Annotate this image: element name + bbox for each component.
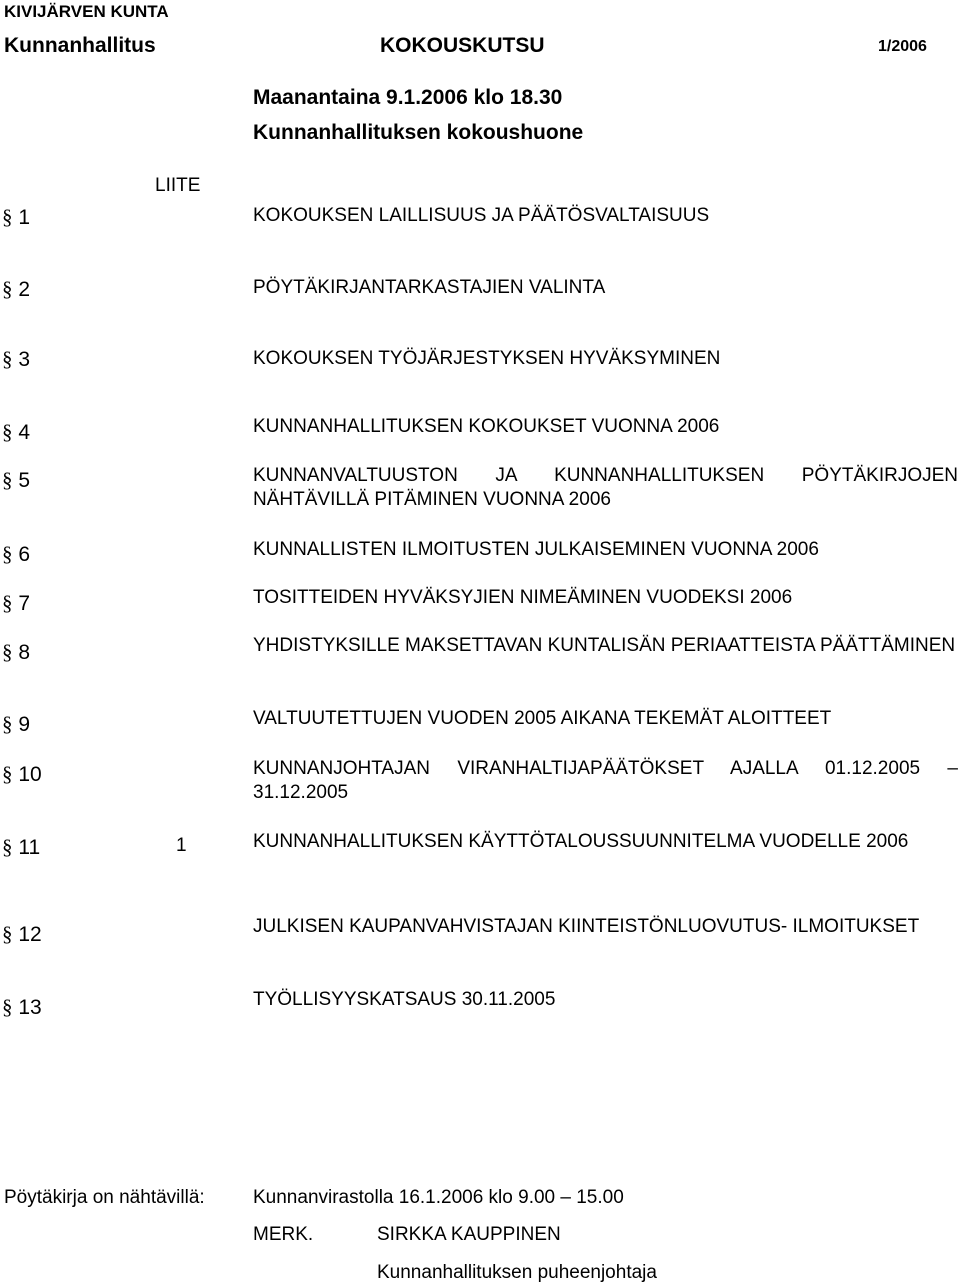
section-symbol: §: [2, 468, 13, 492]
item-title: KOKOUKSEN TYÖJÄRJESTYKSEN HYVÄKSYMINEN: [253, 348, 721, 369]
meeting-place: Kunnanhallituksen kokoushuone: [253, 121, 584, 144]
section-symbol: §: [2, 835, 13, 859]
section-number: [2, 277, 46, 302]
item-title: KUNNANHALLITUKSEN KÄYTTÖTALOUSSUUNNITELMA VUODELLE 2006: [253, 831, 909, 852]
item-number: 12: [18, 923, 42, 946]
item-title: JULKISEN KAUPANVAHVISTAJAN KIINTEISTÖNLUOVUTUS- ILMOITUKSET: [253, 916, 920, 937]
section-symbol: §: [2, 347, 13, 371]
section-symbol: §: [2, 762, 13, 786]
section-symbol: §: [2, 712, 13, 736]
section-number: [2, 468, 46, 493]
item-number: 10: [18, 763, 42, 786]
item-title: VALTUUTETTUJEN VUODEN 2005 AIKANA TEKEMÄT ALOITTEET: [253, 708, 832, 729]
signer-name: SIRKKA KAUPPINEN: [377, 1224, 561, 1245]
section-number: [2, 835, 46, 860]
section-number: [2, 640, 46, 665]
signer-title: Kunnanhallituksen puheenjohtaja: [377, 1262, 657, 1283]
meeting-datetime: Maanantaina 9.1.2006 klo 18.30: [253, 86, 563, 109]
minutes-availability-place: Kunnanvirastolla 16.1.2006 klo 9.00 – 15.00: [253, 1187, 624, 1208]
section-symbol: §: [2, 922, 13, 946]
section-number: [2, 922, 46, 947]
section-symbol: §: [2, 420, 13, 444]
board-name: Kunnanhallitus: [4, 34, 156, 57]
item-title: KOKOUKSEN LAILLISUUS JA PÄÄTÖSVALTAISUUS: [253, 205, 710, 226]
item-number: 13: [18, 996, 42, 1019]
section-number: [2, 347, 46, 372]
item-number: 9: [18, 713, 31, 736]
item-title: KUNNALLISTEN ILMOITUSTEN JULKAISEMINEN VUONNA 2006: [253, 539, 819, 560]
document-type: KOKOUSKUTSU: [380, 34, 545, 57]
item-title: TYÖLLISYYSKATSAUS 30.11.2005: [253, 989, 556, 1010]
item-title: TOSITTEIDEN HYVÄKSYJIEN NIMEÄMINEN VUODEKSI 2006: [253, 587, 793, 608]
item-number: 7: [18, 592, 31, 615]
section-symbol: §: [2, 640, 13, 664]
attachment-number: 1: [176, 835, 187, 856]
section-symbol: §: [2, 995, 13, 1019]
document-number: 1/2006: [878, 38, 927, 55]
section-symbol: §: [2, 591, 13, 615]
minutes-availability-label: Pöytäkirja on nähtävillä:: [4, 1187, 205, 1208]
item-number: 11: [18, 836, 41, 859]
item-title: KUNNANHALLITUKSEN KOKOUKSET VUONNA 2006: [253, 416, 720, 437]
item-number: 6: [18, 543, 31, 566]
section-symbol: §: [2, 542, 13, 566]
organization-name: KIVIJÄRVEN KUNTA: [4, 2, 169, 21]
item-number: 5: [18, 469, 31, 492]
section-number: [2, 542, 46, 567]
item-title: KUNNANVALTUUSTON JA KUNNANHALLITUKSEN PÖYTÄKIRJOJEN NÄHTÄVILLÄ PITÄMINEN VUONNA 2006: [253, 465, 958, 510]
item-title: KUNNANJOHTAJAN VIRANHALTIJAPÄÄTÖKSET AJALLA 01.12.2005 – 31.12.2005: [253, 758, 958, 803]
section-number: [2, 762, 46, 787]
attachment-column-header: LIITE: [155, 175, 201, 196]
section-symbol: §: [2, 205, 13, 229]
item-title: YHDISTYKSILLE MAKSETTAVAN KUNTALISÄN PERIAATTEISTA PÄÄTTÄMINEN: [253, 635, 956, 656]
item-number: 2: [18, 278, 31, 301]
item-title: PÖYTÄKIRJANTARKASTAJIEN VALINTA: [253, 277, 606, 298]
section-number: [2, 205, 46, 230]
item-number: 8: [18, 641, 31, 664]
section-number: [2, 995, 46, 1020]
section-symbol: §: [2, 277, 13, 301]
item-number: 3: [18, 348, 31, 371]
item-number: 1: [18, 206, 31, 229]
section-number: [2, 420, 46, 445]
section-number: [2, 591, 46, 616]
signature-mark: MERK.: [253, 1224, 314, 1245]
item-number: 4: [18, 421, 31, 444]
section-number: [2, 712, 46, 737]
